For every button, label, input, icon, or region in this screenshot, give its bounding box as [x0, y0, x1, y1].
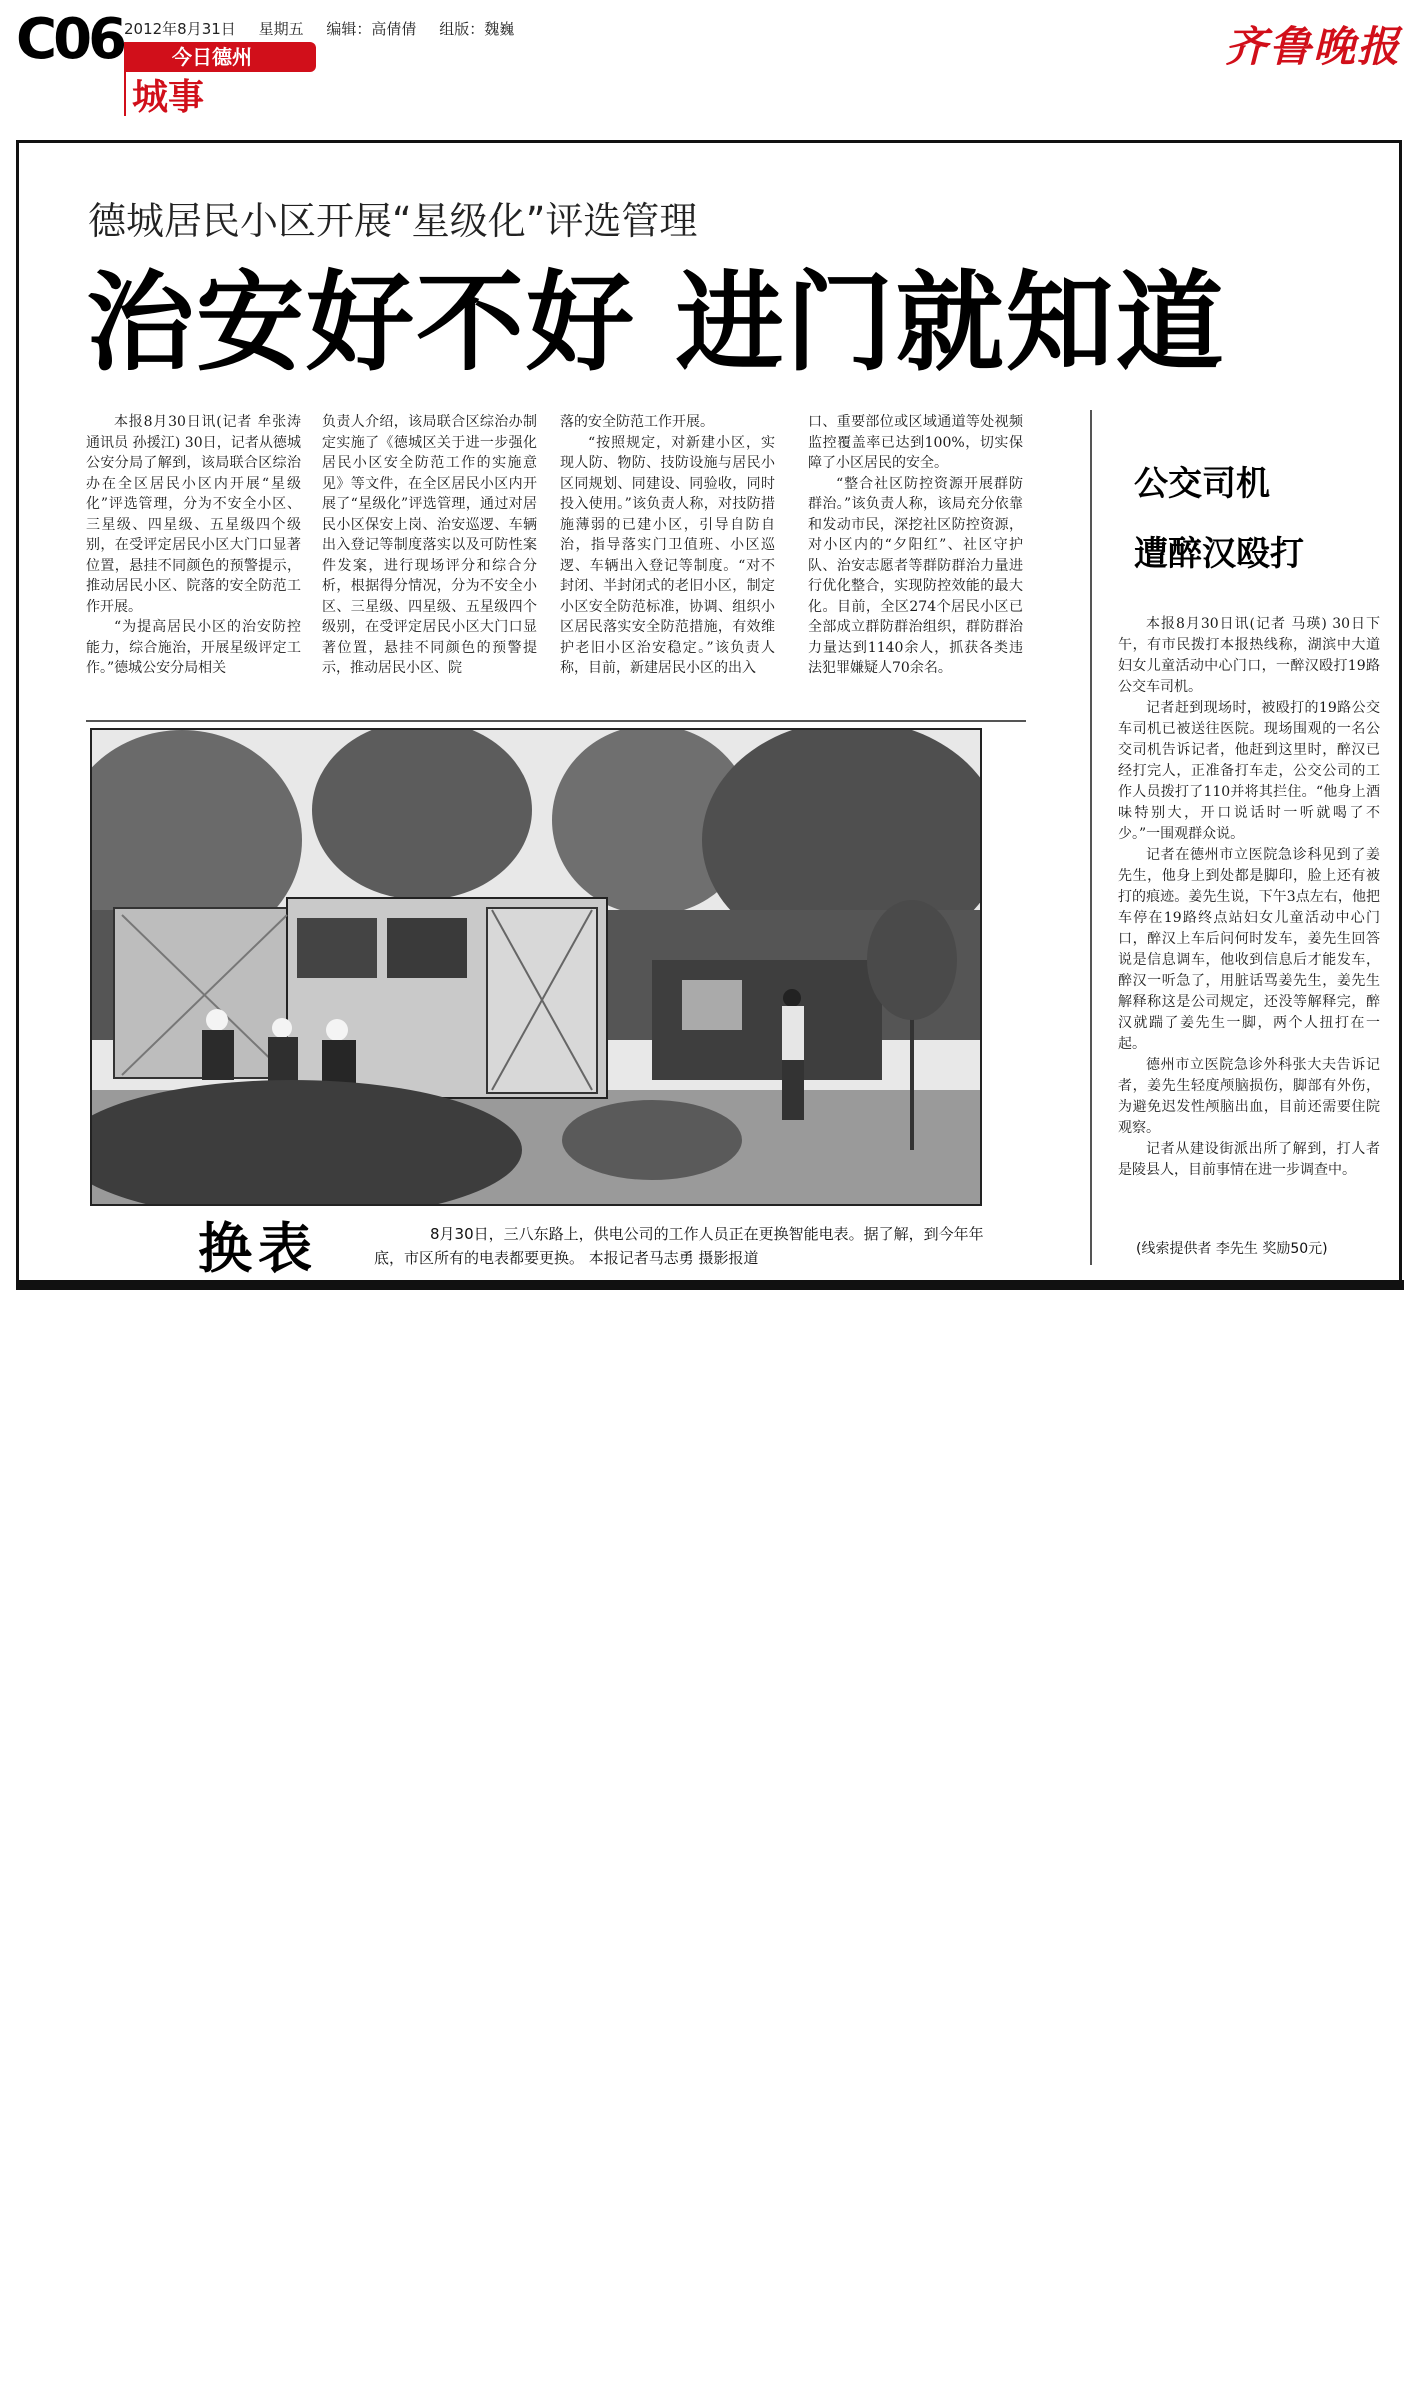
vertical-rule	[1090, 410, 1092, 1265]
side-story-paragraph: 记者赶到现场时，被殴打的19路公交车司机已被送往医院。现场围观的一名公交司机告诉记者，他赶到这里时，醉汉已经打完人，正准备打车走，公交公司的工作人员拨打了110并将其拦住。“他身上酒味特别大，开口说话时一听就喝了不少。”一围观群众说。	[1118, 700, 1380, 842]
section-divider	[124, 72, 126, 116]
issue-meta	[124, 18, 532, 39]
article-paragraph: “整合社区防控资源开展群防群治。”该负责人称，该局充分依靠和发动市民，深挖社区防控资源，对小区内的“夕阳红”、社区守护队、治安志愿者等群防群治力量进行优化整合，实现防控效能的最大化。目前，全区274个居民小区已全部成立群防群治组织，群防群治力量达到1140余人，抓获各类违法犯罪嫌疑人70余名。	[808, 475, 1023, 676]
issue-date: 2012年8月31日	[124, 20, 236, 38]
article-column-1	[86, 412, 301, 708]
side-story-body	[1118, 614, 1380, 1181]
article-headline: 治安好不好 进门就知道	[86, 261, 1226, 386]
newspaper-masthead-logo: 齐鲁晚报	[1224, 22, 1401, 71]
issue-weekday: 星期五	[258, 20, 304, 38]
side-story-paragraph: 记者从建设街派出所了解到，打人者是陵县人，目前事情在进一步调查中。	[1118, 1141, 1380, 1178]
article-paragraph: “为提高居民小区的治安防控能力，综合施治，开展星级评定工作。”德城公安分局相关	[86, 619, 301, 676]
article-paragraph: 口、重要部位或区域通道等处视频监控覆盖率已达到100%，切实保障了小区居民的安全。	[808, 414, 1023, 471]
side-story-paragraph: 德州市立医院急诊外科张大夫告诉记者，姜先生轻度颅脑损伤，脚部有外伤，为避免迟发性颅脑出血，目前还需要住院观察。	[1118, 1057, 1380, 1136]
article-subhead: 德城居民小区开展“星级化”评选管理	[88, 199, 698, 243]
editor-credit: 编辑：高倩倩	[326, 20, 417, 38]
article-column-4	[808, 412, 1023, 708]
article-paragraph: 落的安全防范工作开展。	[560, 414, 714, 430]
photo-caption-text: 8月30日，三八东路上，供电公司的工作人员正在更换智能电表。据了解，到今年年底，市区所有的电表都要更换。 本报记者马志勇 摄影报道	[374, 1225, 984, 1267]
section-title: 城事	[132, 77, 205, 118]
photo-illustration	[92, 730, 980, 1204]
side-story-paragraph: 记者在德州市立医院急诊科见到了姜先生，他身上到处都是脚印，脸上还有被打的痕迹。姜先生说，下午3点左右，他把车停在19路终点站妇女儿童活动中心门口，醉汉上车后问何时发车，姜先生回答说是信息调车，他收到信息后才能发车，醉汉一听急了，用脏话骂姜先生，姜先生解释称这是公司规定，还没等解释完，醉汉就踹了姜先生一脚，两个人扭打在一起。	[1118, 847, 1380, 1052]
article-column-2	[322, 412, 537, 708]
news-photo-meter-replacement	[90, 728, 982, 1206]
article-column-3	[560, 412, 775, 708]
article-paragraph: “按照规定，对新建小区，实现人防、物防、技防设施与居民小区同规划、同建设、同验收，同时投入使用。”该负责人称，对技防措施薄弱的已建小区，引导自防自治，指导落实门卫值班、小区巡逻、车辆出入登记等制度。“对不封闭、半封闭式的老旧小区，制定小区安全防范标准，协调、组织小区居民落实安全防范措施，有效维护老旧小区治安稳定。”该负责人称，目前，新建居民小区的出入	[560, 434, 775, 676]
side-story-title-line-1: 公交司机	[1134, 464, 1270, 504]
horizontal-rule	[86, 720, 1026, 722]
side-story-paragraph: 本报8月30日讯(记者 马瑛) 30日下午，有市民拨打本报热线称，湖滨中大道妇女儿童活动中心门口，一醉汉殴打19路公交车司机。	[1118, 616, 1380, 695]
layout-credit: 组版：魏巍	[439, 20, 515, 38]
article-paragraph: 负责人介绍，该局联合区综治办制定实施了《德城区关于进一步强化居民小区安全防范工作的实施意见》等文件，在全区居民小区内开展了“星级化”评选管理，通过对居民小区保安上岗、治安巡逻、车辆出入登记等制度落实以及可防性案件发案，进行现场评分和综合分析，根据得分情况，分为不安全小区、三星级、四星级、五星级四个级别，在受评定居民小区大门口显著位置，悬挂不同颜色的预警提示，推动居民小区、院	[322, 414, 537, 676]
section-tab: 今日德州	[124, 42, 316, 72]
photo-caption-title: 换表	[198, 1217, 318, 1280]
side-story-credit: (线索提供者 李先生 奖励50元)	[1136, 1241, 1328, 1257]
page-number: C06	[16, 7, 124, 72]
side-story-title-line-2: 遭醉汉殴打	[1134, 534, 1304, 574]
article-paragraph: 本报8月30日讯(记者 牟张涛 通讯员 孙援江) 30日，记者从德城公安分局了解到，该局联合区综治办在全区居民小区内开展“星级化”评选管理，分为不安全小区、三星级、四星级、五星级四个级别，在受评定居民小区大门口显著位置，悬挂不同颜色的预警提示，推动居民小区、院落的安全防范工作开展。	[86, 414, 301, 615]
